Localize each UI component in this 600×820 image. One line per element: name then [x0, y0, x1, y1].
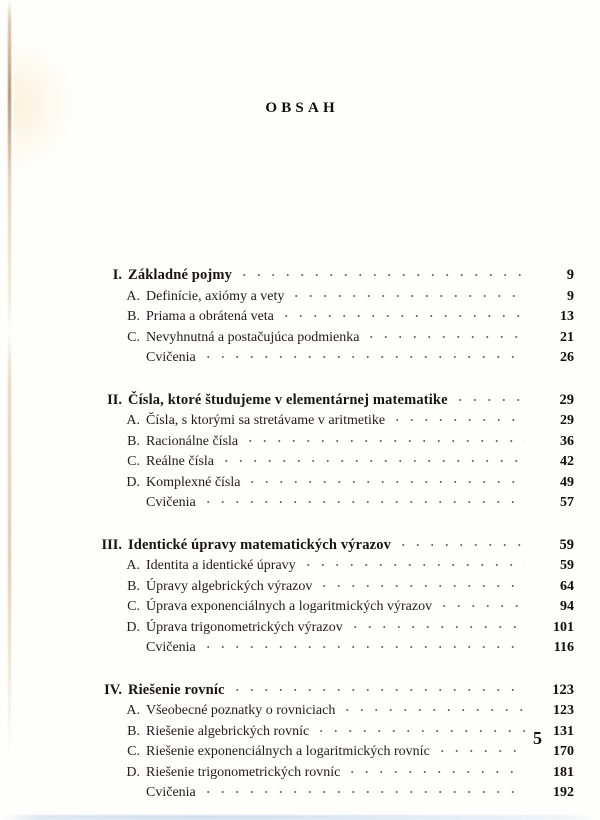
section-title: Reálne čísla: [146, 454, 215, 469]
toc-chapter-block: [0, 390, 600, 513]
dot-leader: [279, 306, 525, 320]
section-title: Racionálne čísla: [146, 433, 239, 449]
toc-chapter-block: [0, 535, 600, 658]
chapter-title: Čísla, ktoré študujeme v elementárnej matematike: [128, 391, 448, 408]
section-marker: C.: [127, 599, 140, 614]
section-page-number: 181: [553, 764, 574, 780]
chapter-title: Základné pojmy: [128, 267, 233, 283]
toc-exercises-entry[interactable]: [0, 782, 600, 803]
toc-chapter-entry[interactable]: [0, 390, 600, 411]
chapter-page-number: 9: [566, 267, 574, 283]
toc-exercises-entry[interactable]: [0, 637, 600, 658]
dot-leader: [237, 265, 525, 279]
dot-leader: [219, 451, 525, 465]
scan-bottom-artifact: [0, 815, 600, 820]
section-title: Riešenie algebrických rovníc: [146, 723, 310, 739]
section-title: Nevyhnutná a postačujúca podmienka: [146, 329, 360, 345]
page-folio-number: 5: [533, 728, 542, 748]
section-page-number: 64: [560, 578, 574, 594]
section-title: Komplexné čísla: [146, 474, 241, 490]
toc-section-entry[interactable]: [0, 286, 600, 307]
section-marker: D.: [126, 619, 140, 635]
dot-leader: [364, 327, 525, 341]
dot-leader: [201, 347, 525, 361]
dot-leader: [301, 555, 525, 569]
section-marker: C.: [127, 454, 140, 469]
section-title: Úprava exponenciálnych a logaritmických výrazov: [146, 599, 433, 614]
dot-leader: [453, 390, 525, 404]
dot-leader: [245, 472, 525, 486]
toc-section-entry[interactable]: [0, 555, 600, 576]
toc-section-entry[interactable]: [0, 431, 600, 452]
chapter-title: Identické úpravy matematických výrazov: [128, 536, 392, 553]
section-page-number: 9: [567, 288, 574, 304]
toc-chapter-entry[interactable]: [0, 680, 600, 701]
section-marker: A.: [126, 413, 140, 428]
section-title: Definície, axiómy a vety: [146, 288, 285, 304]
toc-exercises-entry[interactable]: [0, 492, 600, 513]
toc-section-entry[interactable]: [0, 451, 600, 472]
exercises-label: Cvičenia: [146, 350, 196, 365]
section-marker: B.: [127, 723, 140, 739]
section-page-number: 123: [553, 703, 574, 718]
exercises-label: Cvičenia: [146, 640, 196, 655]
dot-leader: [201, 782, 525, 796]
toc-chapter-entry[interactable]: [0, 265, 600, 286]
dot-leader: [348, 617, 525, 631]
toc-section-entry[interactable]: [0, 327, 600, 348]
section-marker: B.: [127, 578, 140, 594]
dot-leader: [230, 680, 525, 694]
section-marker: D.: [126, 764, 140, 780]
section-title: Riešenie exponenciálnych a logaritmických rovníc: [146, 744, 430, 759]
section-page-number: 101: [553, 619, 574, 635]
section-page-number: 49: [560, 474, 574, 490]
section-title: Všeobecné poznatky o rovniciach: [146, 703, 336, 718]
chapter-numeral: I.: [112, 267, 122, 283]
toc-section-entry[interactable]: [0, 306, 600, 327]
section-marker: B.: [127, 309, 140, 324]
dot-leader: [289, 286, 525, 300]
section-marker: D.: [126, 474, 140, 490]
dot-leader: [243, 431, 525, 445]
exercises-label: Cvičenia: [146, 495, 196, 510]
toc-chapter-entry[interactable]: [0, 535, 600, 556]
toc-section-entry[interactable]: [0, 472, 600, 493]
section-page-number: 21: [560, 329, 574, 345]
chapter-numeral: IV.: [104, 681, 122, 698]
chapter-numeral: II.: [107, 391, 122, 408]
dot-leader: [390, 410, 525, 424]
toc-section-entry[interactable]: [0, 596, 600, 617]
section-page-number: 36: [560, 433, 574, 449]
toc-exercises-entry[interactable]: [0, 347, 600, 368]
section-title: Priama a obrátená veta: [146, 309, 274, 324]
section-marker: C.: [127, 744, 140, 759]
section-page-number: 29: [560, 413, 574, 428]
table-of-contents: [0, 265, 600, 803]
toc-section-entry[interactable]: [0, 410, 600, 431]
toc-section-entry[interactable]: [0, 700, 600, 721]
section-title: Čísla, s ktorými sa stretávame v aritmetike: [146, 413, 386, 428]
section-page-number: 59: [560, 558, 574, 573]
dot-leader: [345, 762, 525, 776]
dot-leader: [437, 596, 525, 610]
exercises-page-number: 116: [553, 640, 574, 655]
section-marker: A.: [126, 288, 140, 304]
section-page-number: 13: [560, 309, 574, 324]
exercises-page-number: 57: [560, 495, 574, 510]
chapter-page-number: 123: [552, 681, 574, 698]
toc-section-entry[interactable]: [0, 617, 600, 638]
chapter-page-number: 29: [559, 391, 574, 408]
dot-leader: [317, 576, 525, 590]
section-title: Identita a identické úpravy: [146, 558, 296, 573]
section-title: Riešenie trigonometrických rovníc: [146, 764, 341, 780]
exercises-page-number: 26: [560, 350, 574, 365]
toc-section-entry[interactable]: [0, 762, 600, 783]
section-marker: B.: [127, 433, 140, 449]
page-title: OBSAH: [265, 100, 339, 116]
dot-leader: [340, 700, 525, 714]
toc-section-entry[interactable]: [0, 576, 600, 597]
chapter-title: Riešenie rovníc: [128, 681, 225, 698]
section-marker: A.: [126, 703, 140, 718]
exercises-label: Cvičenia: [146, 785, 196, 800]
toc-chapter-block: [0, 265, 600, 368]
dot-leader: [201, 637, 525, 651]
section-marker: A.: [126, 558, 140, 573]
section-page-number: 94: [560, 599, 574, 614]
section-title: Úpravy algebrických výrazov: [146, 578, 313, 594]
section-marker: C.: [127, 329, 140, 345]
dot-leader: [396, 535, 525, 549]
chapter-page-number: 59: [559, 536, 574, 553]
exercises-page-number: 192: [553, 785, 574, 800]
chapter-numeral: III.: [101, 536, 122, 553]
dot-leader: [201, 492, 525, 506]
section-page-number: 131: [553, 723, 574, 739]
section-page-number: 170: [553, 744, 574, 759]
section-title: Úprava trigonometrických výrazov: [146, 619, 343, 635]
section-page-number: 42: [560, 454, 574, 469]
